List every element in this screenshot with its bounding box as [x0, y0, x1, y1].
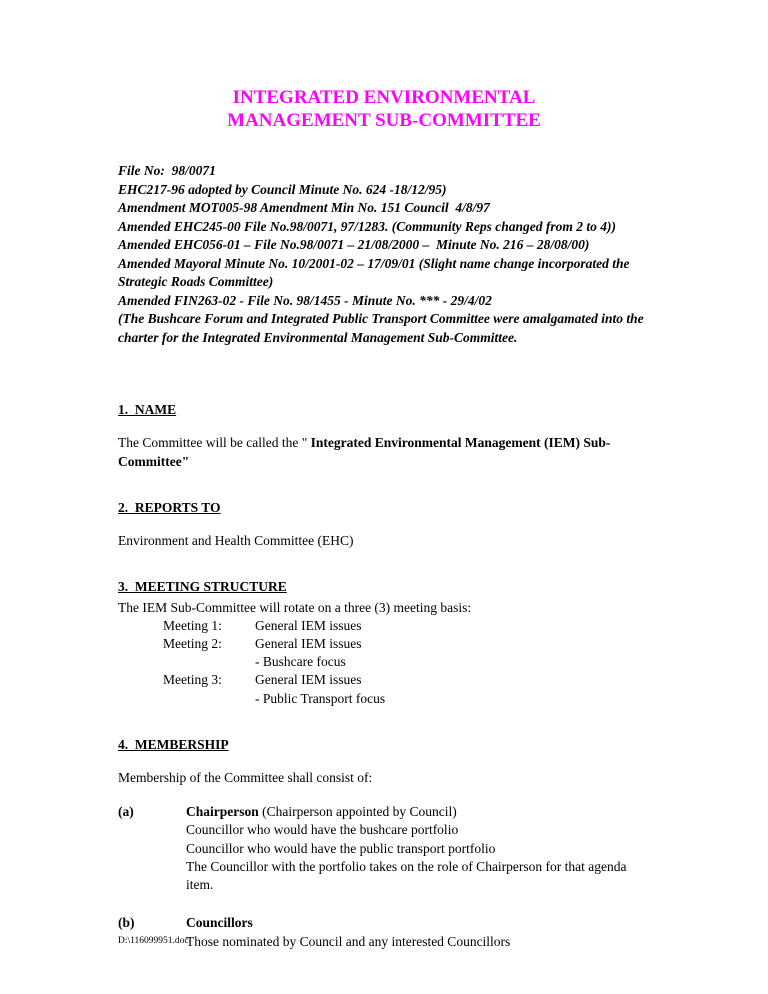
membership-item-b-content [186, 914, 650, 950]
meeting-3-label: Meeting 3: [163, 672, 222, 688]
membership-item-a-line-3: The Councillor with the portfolio takes on the role of Chairperson for that agenda item. [186, 858, 627, 893]
file-amendments-block [118, 162, 650, 347]
amendment-line-6: Amended FIN263-02 - File No. 98/1455 - Minute No. *** - 29/4/02 [118, 292, 492, 308]
amendment-line-1: EHC217-96 adopted by Council Minute No. 624 -18/12/95) [118, 181, 447, 197]
section-meeting-intro: The IEM Sub-Committee will rotate on a three (3) meeting basis: [118, 599, 472, 615]
amendment-line-5: Amended Mayoral Minute No. 10/2001-02 – 17/09/01 (Slight name change incorporated the Strategic Roads Committee) [118, 255, 633, 290]
membership-item-b-title-bold: Councillors [186, 915, 253, 931]
meeting-1-detail [255, 617, 650, 635]
amendment-line-2: Amendment MOT005-98 Amendment Min No. 151 Council 4/8/97 [118, 200, 490, 216]
meeting-3-line-1: General IEM issues [255, 672, 362, 688]
membership-item-a-title-rest: (Chairperson appointed by Council) [258, 804, 457, 820]
section-membership-heading: 4. MEMBERSHIP [118, 736, 229, 752]
meeting-1-line-1: General IEM issues [255, 617, 362, 633]
meeting-3-detail [255, 671, 650, 707]
meeting-2-line-2: - Bushcare focus [255, 654, 346, 670]
section-name-body-bold: Integrated Environmental Management (IEM) Sub-Committee" [118, 435, 611, 469]
meeting-2-line-1: General IEM issues [255, 635, 362, 651]
section-membership-intro: Membership of the Committee shall consist of: [118, 770, 373, 786]
section-meeting-heading: 3. MEETING STRUCTURE [118, 579, 287, 595]
meeting-2-detail [255, 635, 650, 671]
document-footer-path: D:\116099951.doc [118, 936, 189, 947]
amendment-line-3: Amended EHC245-00 File No.98/0071, 97/1283. (Community Reps changed from 2 to 4)) [118, 218, 617, 234]
meeting-3-line-2: - Public Transport focus [255, 690, 386, 706]
section-membership [118, 736, 650, 951]
meeting-row-3 [163, 671, 650, 707]
membership-item-b-line-1: Those nominated by Council and any interested Councillors [186, 933, 511, 949]
amendment-line-4: Amended EHC056-01 – File No.98/0071 – 21/08/2000 – Minute No. 216 – 28/08/00) [118, 237, 590, 253]
membership-item-b [118, 914, 650, 950]
membership-item-a-content [186, 803, 650, 894]
membership-item-b-label: (b) [118, 915, 135, 931]
document-title-line2: MANAGEMENT SUB-COMMITTEE [227, 110, 541, 132]
membership-item-a-line-2: Councillor who would have the public transport portfolio [186, 840, 496, 856]
document-title-line1: INTEGRATED ENVIRONMENTAL [232, 87, 536, 108]
section-name-body-prefix: The Committee will be called the " [118, 435, 311, 451]
section-name-heading: 1. NAME [118, 402, 177, 418]
section-reports-to [118, 499, 650, 550]
section-meeting-structure [118, 578, 650, 708]
membership-item-a [118, 803, 650, 894]
section-reports-heading: 2. REPORTS TO [118, 499, 221, 515]
meeting-1-label: Meeting 1: [163, 617, 222, 633]
section-name [118, 401, 650, 471]
meeting-row-2 [163, 635, 650, 671]
membership-item-a-line-1: Councillor who would have the bushcare portfolio [186, 822, 459, 838]
section-reports-body: Environment and Health Committee (EHC) [118, 533, 354, 549]
membership-item-a-title-bold: Chairperson [186, 804, 259, 820]
meeting-row-1 [163, 617, 650, 635]
meeting-2-label: Meeting 2: [163, 635, 222, 651]
section-name-body [118, 434, 650, 470]
membership-item-b-title [186, 914, 650, 932]
document-title [118, 86, 650, 132]
membership-item-a-label: (a) [118, 804, 134, 820]
file-no-line: File No: 98/0071 [118, 163, 216, 179]
amendment-note: (The Bushcare Forum and Integrated Public Transport Committee were amalgamated into the charter for the Integrated Environmental Management Sub-Committee. [118, 311, 648, 345]
membership-item-a-title [186, 803, 650, 821]
